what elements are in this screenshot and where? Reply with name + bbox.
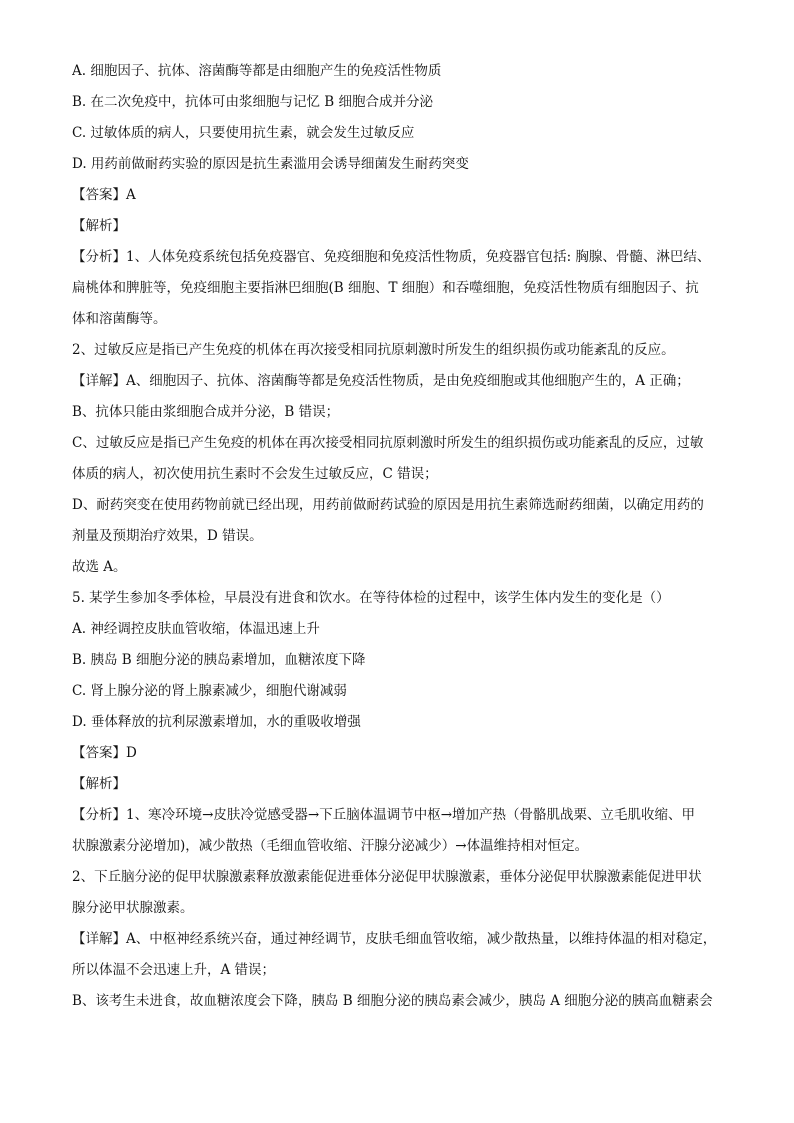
- option-b: B. 胰岛 B 细胞分泌的胰岛素增加，血糖浓度下降: [72, 652, 366, 668]
- option-c: C. 过敏体质的病人，只要使用抗生素，就会发生过敏反应: [72, 125, 415, 141]
- option-d: D. 垂体释放的抗利尿激素增加，水的重吸收增强: [72, 714, 361, 730]
- detail-paragraph: C、过敏反应是指已产生免疫的机体在再次接受相同抗原刺激时所发生的组织损伤或功能紊乱的反应，过敏: [72, 435, 704, 451]
- detail-paragraph: D、耐药突变在使用药物前就已经出现，用药前做耐药试验的原因是用抗生素筛选耐药细菌，以确定用药的: [72, 497, 704, 513]
- analysis-paragraph: 2、下丘脑分泌的促甲状腺激素释放激素能促进垂体分泌促甲状腺激素，垂体分泌促甲状腺激素能促进甲状: [72, 869, 702, 885]
- question-stem: 5. 某学生参加冬季体检，早晨没有进食和饮水。在等待体检的过程中，该学生体内发生的变化是（）: [72, 590, 670, 606]
- analysis-paragraph: 2、过敏反应是指已产生免疫的机体在再次接受相同抗原刺激时所发生的组织损伤或功能紊乱的反应。: [72, 342, 675, 358]
- answer-label: 【答案】A: [72, 187, 136, 203]
- detail-paragraph: 【详解】A、细胞因子、抗体、溶菌酶等都是免疫活性物质，是由免疫细胞或其他细胞产生的，A 正确；: [72, 373, 690, 389]
- detail-paragraph: B、抗体只能由浆细胞合成并分泌，B 错误；: [72, 404, 340, 420]
- detail-paragraph: 体质的病人，初次使用抗生素时不会发生过敏反应，C 错误；: [72, 466, 438, 482]
- detail-paragraph: B、该考生未进食，故血糖浓度会下降，胰岛 B 细胞分泌的胰岛素会减少，胰岛 A 细胞分泌的胰高血糖素会: [72, 993, 713, 1009]
- analysis-paragraph: 扁桃体和脾脏等，免疫细胞主要指淋巴细胞(B 细胞、T 细胞）和吞噬细胞，免疫活性物质有细胞因子、抗: [72, 280, 699, 296]
- analysis-heading: 【解析】: [72, 218, 126, 234]
- conclusion: 故选 A。: [72, 559, 127, 575]
- detail-paragraph: 所以体温不会迅速上升，A 错误；: [72, 962, 276, 978]
- analysis-paragraph: 【分析】1、寒冷环境→皮肤冷觉感受器→下丘脑体温调节中枢→增加产热（骨骼肌战栗、立毛肌收缩、甲: [72, 807, 696, 823]
- document-page: [72, 63, 724, 1009]
- detail-paragraph: 【详解】A、中枢神经系统兴奋，通过神经调节，皮肤毛细血管收缩，减少散热量，以维持体温的相对稳定，: [72, 931, 717, 947]
- option-a: A. 细胞因子、抗体、溶菌酶等都是由细胞产生的免疫活性物质: [72, 63, 442, 79]
- option-a: A. 神经调控皮肤血管收缩，体温迅速上升: [72, 621, 320, 637]
- analysis-heading: 【解析】: [72, 776, 126, 792]
- analysis-paragraph: 体和溶菌酶等。: [72, 311, 167, 327]
- analysis-paragraph: 【分析】1、人体免疫系统包括免疫器官、免疫细胞和免疫活性物质，免疫器官包括: 胸腺、骨髓、淋巴结、: [72, 249, 711, 265]
- option-b: B. 在二次免疫中，抗体可由浆细胞与记忆 B 细胞合成并分泌: [72, 94, 434, 110]
- analysis-paragraph: 状腺激素分泌增加)，减少散热（毛细血管收缩、汗腺分泌减少）→体温维持相对恒定。: [72, 838, 589, 854]
- analysis-paragraph: 腺分泌甲状腺激素。: [72, 900, 194, 916]
- answer-label: 【答案】D: [72, 745, 137, 761]
- detail-paragraph: 剂量及预期治疗效果，D 错误。: [72, 528, 263, 544]
- option-d: D. 用药前做耐药实验的原因是抗生素滥用会诱导细菌发生耐药突变: [72, 156, 469, 172]
- option-c: C. 肾上腺分泌的肾上腺素减少，细胞代谢减弱: [72, 683, 347, 699]
